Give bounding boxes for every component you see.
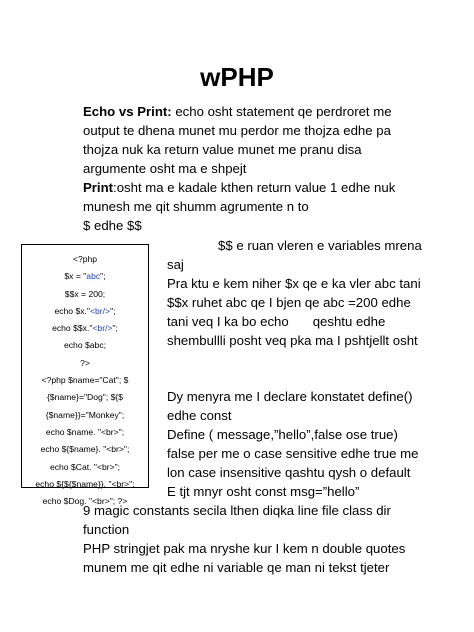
constants-line-2: edhe const bbox=[167, 408, 232, 423]
vars-line-2: saj bbox=[167, 257, 184, 272]
code-line: echo $Cat. "<br>"; bbox=[49, 461, 121, 472]
footer-line-2: function bbox=[83, 522, 130, 537]
echo-line-4: argumente osht ma e shpejt bbox=[83, 161, 247, 176]
code-text: "; bbox=[110, 305, 116, 316]
constants-line-4: false per me o case sensitive edhe true me bbox=[167, 446, 419, 461]
code-line: {$name}}="Monkey"; bbox=[45, 409, 125, 420]
constants-line-6: E tjt mnyr osht const msg=”hello” bbox=[167, 484, 360, 499]
code-string: abc bbox=[86, 271, 101, 282]
code-line bbox=[22, 303, 148, 320]
constants-line-5: lon case insensitive qashtu qysh o default bbox=[167, 465, 411, 480]
constants-line-3: Define ( message,”hello”,false ose true) bbox=[167, 427, 398, 442]
code-line: echo $abc; bbox=[63, 340, 107, 351]
echo-line-1 bbox=[83, 102, 395, 121]
code-text: echo $$x." bbox=[52, 323, 93, 334]
page-title: wPHP bbox=[200, 62, 274, 92]
vars-line-5 bbox=[167, 312, 421, 331]
code-line: echo $name. "<br>"; bbox=[45, 426, 125, 437]
code-example-box bbox=[21, 244, 149, 507]
echo-line-2: output te dhena munet mu perdor me thojza edhe pa bbox=[83, 123, 391, 138]
vars-line-3: Pra ktu e kem niher $x qe e ka vler abc tani bbox=[167, 276, 421, 291]
footer-line-1: 9 magic constants secila lthen diqka line file class dir bbox=[83, 503, 391, 518]
vars-line-4: $$x ruhet abc qe I bjen qe abc =200 edhe bbox=[167, 295, 411, 310]
footer-line-4: munem me qit edhe ni variable qe man ni tekst tjeter bbox=[83, 560, 390, 575]
code-text: "; bbox=[100, 271, 106, 282]
dollar-line: $ edhe $$ bbox=[83, 218, 142, 233]
echo-line-3: thojza nuk ka return value munet me pranu disa bbox=[83, 142, 362, 157]
variable-variables-section bbox=[167, 255, 421, 350]
constants-section bbox=[167, 387, 418, 501]
vars-line-6: shembullli posht veq pka ma I pshtjellt osht bbox=[167, 333, 418, 348]
vars-line-5a: tani veq I ka bo echo bbox=[167, 314, 289, 329]
echo-label: Echo vs Print: bbox=[83, 104, 172, 119]
intro-section bbox=[83, 102, 395, 235]
print-line-2: munesh me qit shumm agrumente n to bbox=[83, 199, 309, 214]
code-line: echo $Dog. "<br>"; ?> bbox=[42, 496, 128, 507]
code-text: $x = " bbox=[64, 271, 87, 282]
vars-line-5b: qeshtu edhe bbox=[312, 314, 386, 329]
code-text: "; bbox=[112, 323, 118, 334]
code-string: <br/> bbox=[90, 305, 111, 316]
echo-text-1: echo osht statement qe perdroret me bbox=[171, 104, 392, 119]
code-line: <?php bbox=[72, 254, 98, 264]
print-text-1: :osht ma e kadale kthen return value 1 edhe nuk bbox=[113, 180, 396, 195]
code-line: ?> bbox=[80, 357, 90, 368]
print-line-1 bbox=[83, 178, 395, 197]
code-text: echo $x." bbox=[54, 305, 90, 316]
footer-line-3: PHP stringjet pak ma nryshe kur I kem n double quotes bbox=[83, 541, 406, 556]
print-label: Print bbox=[83, 180, 114, 195]
code-line: <?php $name="Cat"; $ bbox=[41, 375, 129, 386]
code-string: <br/> bbox=[92, 323, 113, 334]
code-line bbox=[22, 320, 148, 337]
constants-line-1: Dy menyra me I declare konstatet define() bbox=[167, 389, 413, 404]
code-line bbox=[22, 268, 148, 285]
footer-section bbox=[83, 501, 405, 577]
code-line: echo ${$name}. "<br>"; bbox=[40, 444, 130, 455]
code-line: {$name}="Dog"; ${$ bbox=[46, 392, 124, 403]
variable-variables-line-1: $$ e ruan vleren e variables mrena bbox=[218, 238, 422, 253]
code-line: echo ${${$name}}. "<br>"; bbox=[35, 478, 135, 489]
code-line: $$x = 200; bbox=[64, 288, 106, 299]
